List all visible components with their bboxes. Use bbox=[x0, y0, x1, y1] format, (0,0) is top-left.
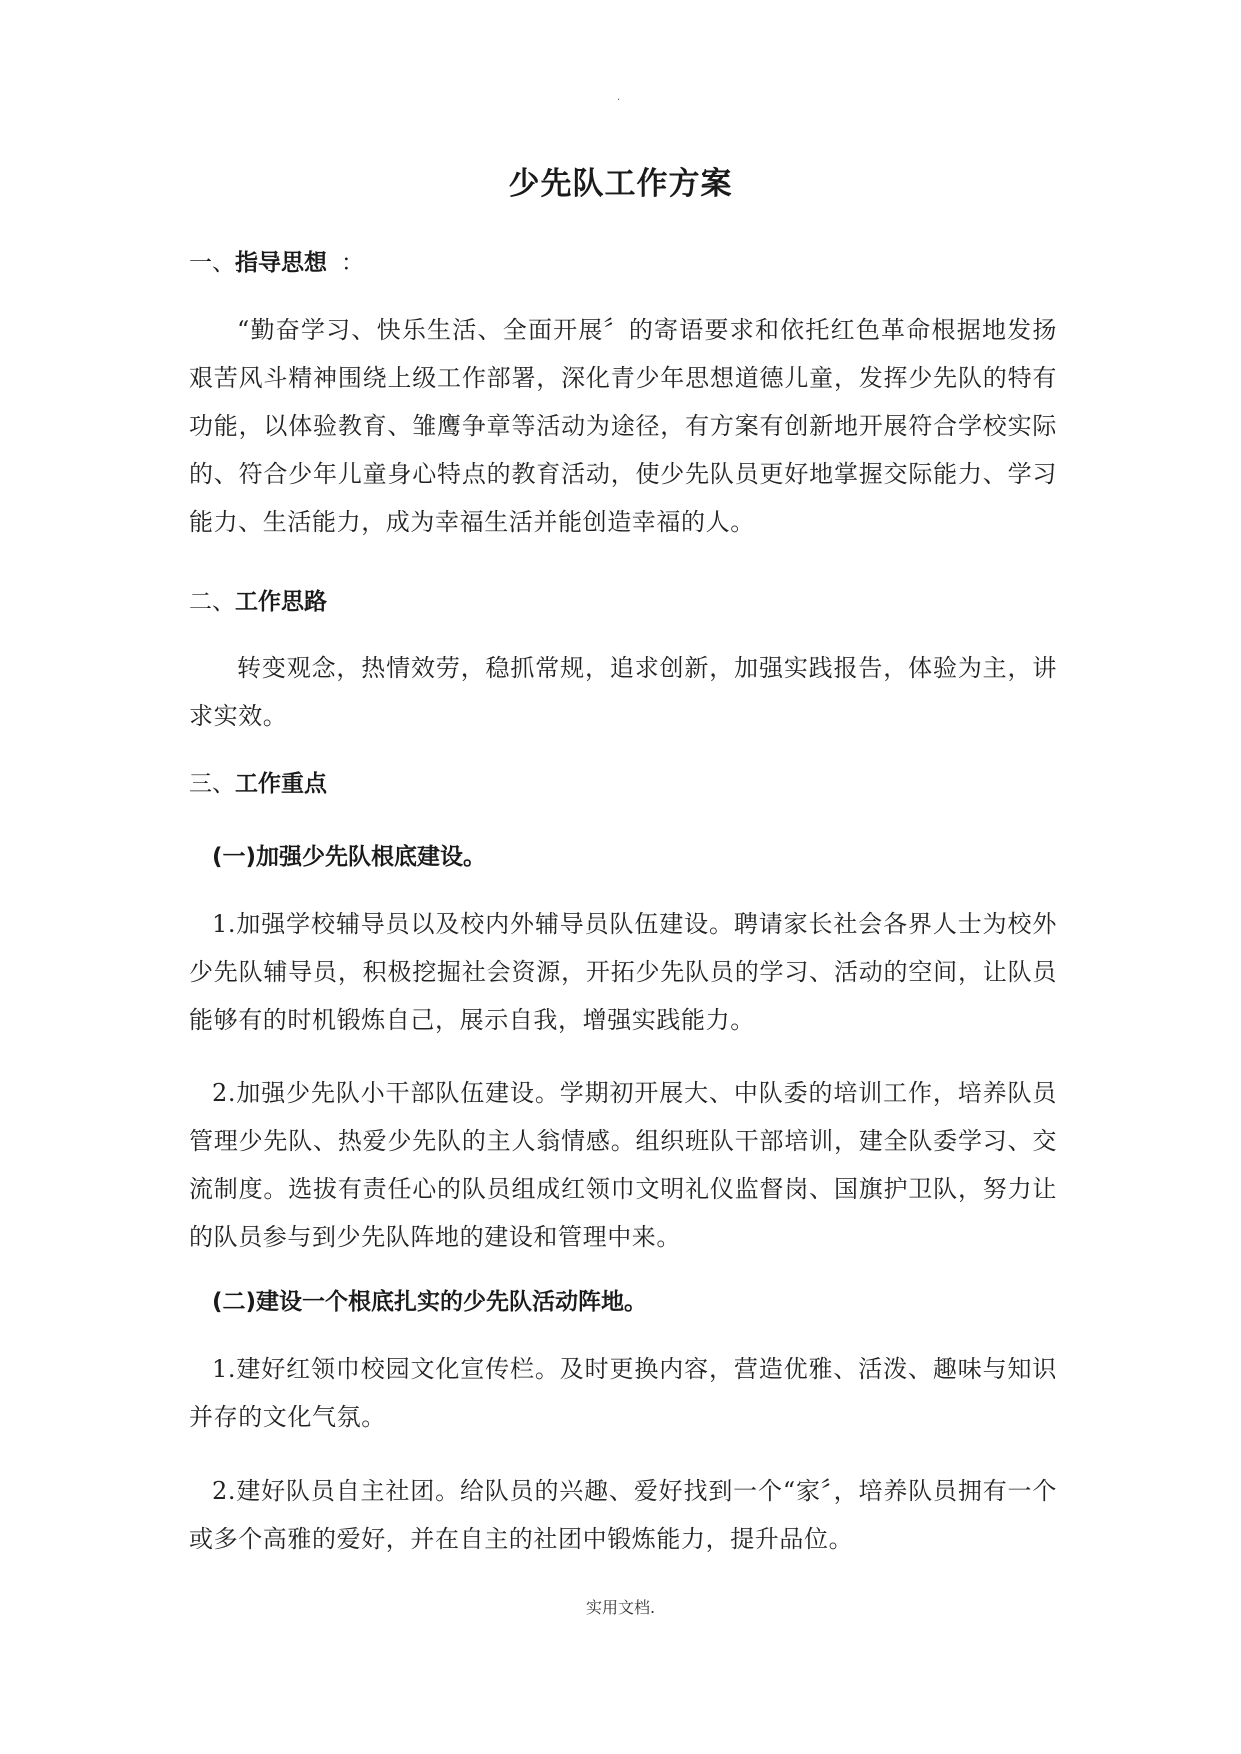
page-title: 少先队工作方案 bbox=[508, 166, 733, 202]
section-number: 一、 bbox=[189, 250, 235, 276]
header-mark: . bbox=[617, 92, 621, 103]
paragraph-bulletin-board: 1.建好红领巾校园文化宣传栏。及时更换内容，营造优雅、活泼、趣味与知识并存的文化气氛。 bbox=[189, 1355, 1057, 1431]
paragraph-work-approach: 转变观念，热情效劳，稳抓常规，追求创新，加强实践报告，体验为主，讲求实效。 bbox=[189, 654, 1057, 730]
paragraph-counselor-team: 1.加强学校辅导员以及校内外辅导员队伍建设。聘请家长社会各界人士为校外少先队辅导员，积极挖掘社会资源，开拓少先队员的学习、活动的空间，让队员能够有的时机锻炼自己，展示自我，增强实践能力。 bbox=[189, 910, 1057, 1034]
section-heading-guiding-thought bbox=[189, 244, 364, 277]
section-colon: ： bbox=[341, 250, 364, 276]
paragraph-cadre-team: 2.加强少先队小干部队伍建设。学期初开展大、中队委的培训工作，培养队员管理少先队、热爱少先队的主人翁情感。组织班队干部培训，建全队委学习、交流制度。选拔有责任心的队员组成红领巾文明礼仪监督岗、国旗护卫队，努力让的队员参与到少先队阵地的建设和管理中来。 bbox=[189, 1079, 1057, 1251]
page-footer: 实用文档. bbox=[585, 1598, 656, 1617]
subsection-heading-foundation: (一)加强少先队根底建设。 bbox=[212, 844, 487, 870]
section-number: 二、 bbox=[189, 589, 235, 615]
section-number: 三、 bbox=[189, 771, 235, 797]
paragraph-guiding-thought: “勤奋学习、快乐生活、全面开展〞的寄语要求和依托红色革命根据地发扬艰苦风斗精神围绕上级工作部署，深化青少年思想道德儿童，发挥少先队的特有功能，以体验教育、雏鹰争章等活动为途径，有方案有创新地开展符合学校实际的、符合少年儿童身心特点的教育活动，使少先队员更好地掌握交际能力、学习能力、生活能力，成为幸福生活并能创造幸福的人。 bbox=[189, 316, 1057, 536]
section-title: 工作思路 bbox=[235, 589, 327, 615]
section-title: 工作重点 bbox=[235, 771, 327, 797]
subsection-heading-activity-base: (二)建设一个根底扎实的少先队活动阵地。 bbox=[212, 1289, 648, 1315]
section-heading-work-approach bbox=[189, 583, 327, 616]
section-heading-work-focus bbox=[189, 765, 327, 798]
paragraph-student-clubs: 2.建好队员自主社团。给队员的兴趣、爱好找到一个“家〞，培养队员拥有一个或多个高雅的爱好，并在自主的社团中锻炼能力，提升品位。 bbox=[189, 1477, 1057, 1553]
section-title: 指导思想 bbox=[235, 250, 327, 276]
